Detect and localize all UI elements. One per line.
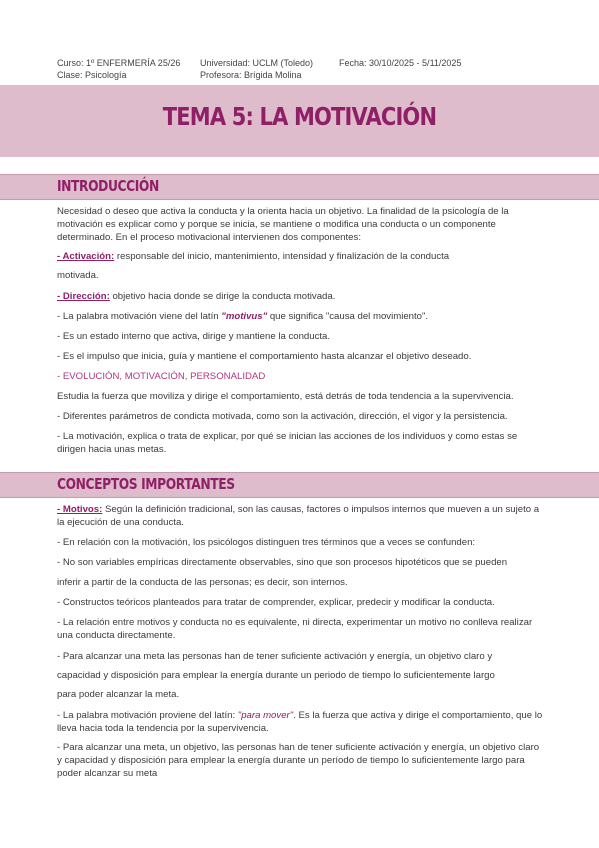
motivos-text: Según la definición tradicional, son las causas, factores o impulsos internos que mueven a un sujeto a la ejecución de una conducta. — [57, 504, 540, 528]
latin-pre: - La palabra motivación viene del latín — [57, 311, 222, 322]
concept-2a: - No son variables empíricas directamente observables, sino que son procesos hipotéticos que se pueden — [57, 557, 508, 568]
activacion-label: - Activación: — [57, 251, 115, 262]
latin-word: "motivus" — [221, 311, 268, 322]
concept-6 — [57, 709, 543, 735]
concept-3: - Constructos teóricos planteados para tratar de comprender, explicar, predecir y modificar la conducta. — [57, 597, 495, 608]
activacion-line-2: motivada. — [57, 270, 99, 281]
concept-2b: inferir a partir de la conducta de las personas; es decir, son internos. — [57, 577, 348, 588]
motivos-label: - Motivos: — [57, 504, 103, 515]
motivos-paragraph — [57, 503, 543, 529]
section-heading-concepts: CONCEPTOS IMPORTANTES — [57, 475, 235, 493]
intro-subheading: - EVOLUCIÓN, MOTIVACIÓN, PERSONALIDAD — [57, 371, 266, 382]
intro-bullet-1: - Es un estado interno que activa, dirige y mantiene la conducta. — [57, 331, 331, 342]
concept-6-word: "para mover" — [237, 710, 294, 721]
intro-bullet-2: - Es el impulso que inicia, guía y mantiene el comportamiento hasta alcanzar el objetivo deseado. — [57, 351, 472, 362]
concept-1: - En relación con la motivación, los psicólogos distinguen tres términos que a veces se confunden: — [57, 537, 476, 548]
direccion-line — [57, 290, 543, 303]
concept-4: - La relación entre motivos y conducta no es equivalente, ni directa, experimentar un motivo no conlleva realizar una conducta directamente. — [57, 617, 533, 641]
intro-bullet-4: - Diferentes parámetros de condicta motivada, como son la activación, dirección, el vigor y la persistencia. — [57, 411, 508, 422]
activacion-line — [57, 250, 543, 263]
activacion-text: responsable del inicio, mantenimiento, intensidad y finalización de la conducta — [114, 251, 450, 262]
concept-5a: - Para alcanzar una meta las personas han de tener suficiente activación y energía, un objetivo claro y — [57, 651, 493, 662]
intro-bullet-3: Estudia la fuerza que moviliza y dirige el comportamiento, está detrás de toda tendencia a la supervivencia. — [57, 391, 514, 402]
concept-6-pre: - La palabra motivación proviene del latín: — [57, 710, 238, 721]
intro-bullet-5: - La motivación, explica o trata de explicar, por qué se inician las acciones de los individuos y como estas se dirigen hacia unas metas. — [57, 431, 518, 455]
course-label: Curso: 1º ENFERMERÍA 25/26 — [57, 58, 181, 68]
concept-5b: capacidad y disposición para emplear la energía durante un periodo de tiempo lo suficientemente largo — [57, 670, 495, 681]
intro-paragraph: Necesidad o deseo que activa la conducta y la orienta hacia un objetivo. La finalidad de la psicología de la motivación es explicar como y porque se inicia, se mantiene o modifica una conducta o un componente determinado. En el proceso motivacional intervienen dos componentes: — [57, 206, 509, 243]
direccion-label: - Dirección: — [57, 291, 110, 302]
document-header — [57, 57, 461, 81]
teacher-label: Profesora: Brígida Molina — [200, 70, 302, 80]
latin-line — [57, 310, 543, 323]
university-label: Universidad: UCLM (Toledo) — [200, 58, 314, 68]
page-title: TEMA 5: LA MOTIVACIÓN — [162, 102, 437, 131]
latin-post: que significa "causa del movimiento". — [267, 311, 429, 322]
concept-5c: para poder alcanzar la meta. — [57, 689, 180, 700]
date-label: Fecha: 30/10/2025 - 5/11/2025 — [339, 58, 462, 68]
concept-6-post: . Es la fuerza que activa y dirige el comportamiento, que lo lleva hacia toda la tendencia por la supervivencia. — [57, 710, 543, 734]
direccion-text: objetivo hacia donde se dirige la conducta motivada. — [109, 291, 336, 302]
class-label: Clase: Psicología — [57, 70, 127, 80]
section-heading-intro: INTRODUCCIÓN — [57, 177, 159, 195]
concept-7: - Para alcanzar una meta, un objetivo, las personas han de tener suficiente activación y energía, un objetivo claro y capacidad y disposición para emplear la energía durante un período de tiempo lo suficientemente largo para poder alcanzar su meta — [57, 742, 540, 779]
